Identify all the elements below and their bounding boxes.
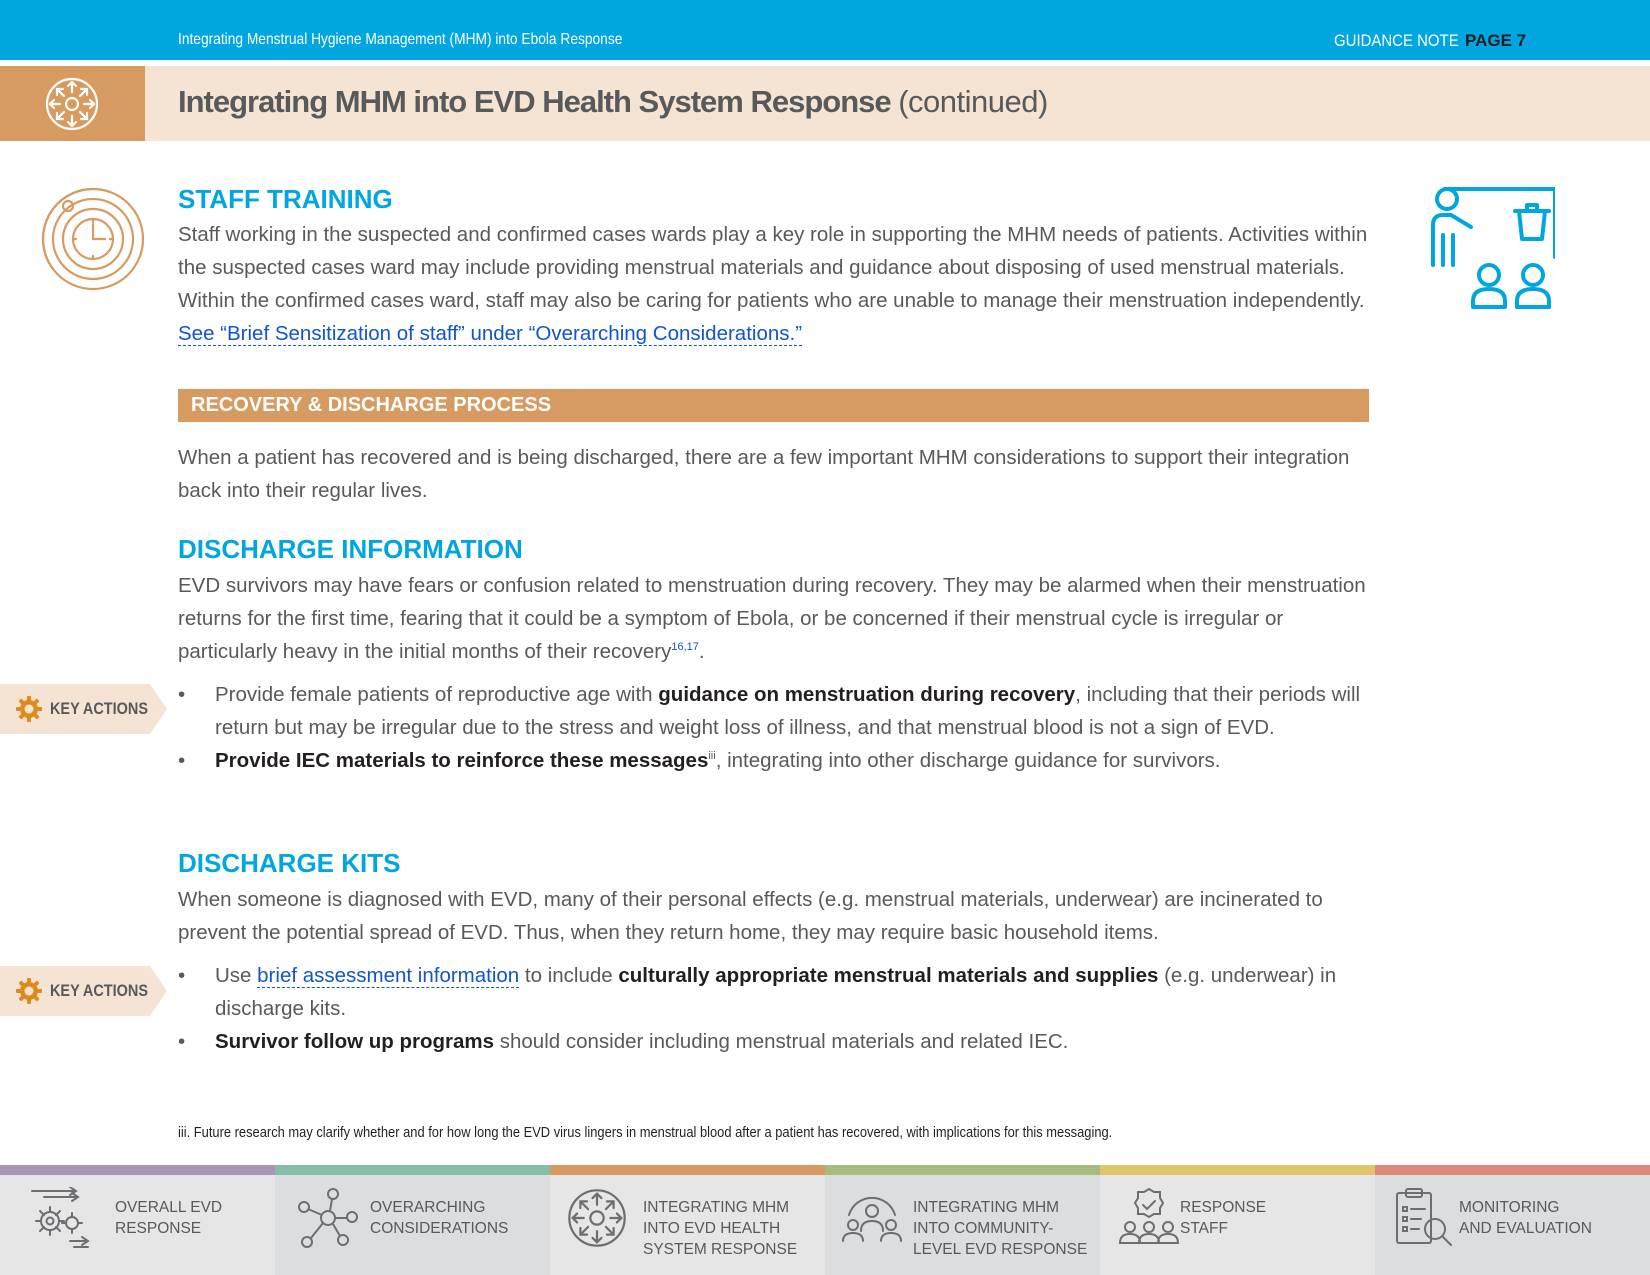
footnote-reference[interactable]: 16,17 — [671, 641, 699, 654]
action-bold: guidance on menstruation during recovery — [658, 683, 1076, 706]
page-title-suffix: (continued) — [898, 84, 1048, 119]
list-item — [178, 959, 1378, 1025]
clock-target-icon — [38, 184, 148, 294]
sensitization-link[interactable]: See “Brief Sensitization of staff” under “Overarching Considerations.” — [178, 322, 803, 345]
action-text: to include — [519, 964, 619, 987]
discharge-info-actions — [178, 678, 1378, 777]
discharge-information-heading: DISCHARGE INFORMATION — [178, 534, 523, 564]
action-text: , integrating into other discharge guidance for survivors. — [715, 749, 1221, 772]
nav-tab-overarching-considerations[interactable] — [275, 1165, 550, 1275]
nav-label: MONITORING AND EVALUATION — [1459, 1199, 1592, 1237]
key-actions-label: KEY ACTIONS — [50, 981, 148, 1000]
key-actions-tag — [0, 684, 167, 734]
gear-icon — [16, 696, 42, 722]
gears-arrows-icon — [30, 1187, 92, 1249]
staff-training-heading: STAFF TRAINING — [178, 184, 393, 214]
staff-training-icon — [1425, 185, 1555, 311]
action-text: Use — [215, 964, 258, 987]
health-system-icon — [566, 1187, 628, 1249]
staff-group-icon — [1118, 1187, 1180, 1249]
nav-tab-health-system-response[interactable] — [550, 1165, 825, 1275]
action-text: (e.g. underwear) in discharge kits. — [215, 964, 1337, 1020]
nav-tab-community-response[interactable] — [825, 1165, 1100, 1275]
action-text: should consider including menstrual materials and related IEC. — [494, 1030, 1069, 1053]
page-number: PAGE 7 — [1465, 31, 1527, 50]
health-system-icon — [44, 76, 100, 132]
nav-label: INTEGRATING MHM INTO EVD HEALTH SYSTEM RESPONSE — [643, 1199, 798, 1258]
action-text: Provide female patients of reproductive age with — [215, 683, 659, 706]
list-item — [178, 1025, 1378, 1058]
action-bold: Survivor follow up programs — [215, 1030, 495, 1053]
staff-training-text — [178, 218, 1378, 350]
top-header-bar — [0, 0, 1650, 60]
assessment-link[interactable]: brief assessment information — [257, 964, 520, 987]
action-bold: culturally appropriate menstrual materials and supplies — [618, 964, 1159, 987]
footnote-reference: iii — [708, 750, 716, 763]
key-actions-label: KEY ACTIONS — [50, 699, 148, 718]
nav-stripe — [1375, 1165, 1650, 1175]
action-text: , including that their periods will return but may be irregular due to the stress and weight loss of illness, and that menstrual blood is not a sign of EVD. — [215, 683, 1361, 739]
footnote: iii. Future research may clarify whether and for how long the EVD virus lingers in menstrual blood after a patient has recovered, with implications for this messaging. — [178, 1124, 1113, 1141]
discharge-kits-text: When someone is diagnosed with EVD, many of their personal effects (e.g. menstrual materials, underwear) are incinerated to prevent the potential spread of EVD. Thus, when they return home, they may require basic household items. — [178, 888, 1323, 944]
community-icon — [841, 1187, 903, 1249]
discharge-information-text — [178, 569, 1378, 668]
discharge-information-body: EVD survivors may have fears or confusion related to menstruation during recovery. They may be alarmed when their menstruation returns for the first time, fearing that it could be a symptom of Ebola, or be concerned if their menstrual cycle is irregular or particularly heavy in the initial months of their recovery — [178, 574, 1366, 663]
gear-icon — [16, 978, 42, 1004]
recovery-intro: When a patient has recovered and is being discharged, there are a few important MHM considerations to support their integration back into their regular lives. — [178, 446, 1350, 502]
section-icon-box — [0, 66, 145, 141]
recovery-discharge-banner — [178, 389, 1369, 422]
nav-stripe — [550, 1165, 825, 1175]
discharge-kits-actions — [178, 959, 1378, 1058]
nav-label: RESPONSE STAFF — [1180, 1199, 1267, 1237]
document-title: Integrating Menstrual Hygiene Management (MHM) into Ebola Response — [178, 31, 623, 48]
nav-tab-overall-evd-response[interactable] — [0, 1165, 275, 1275]
page-title-main: Integrating MHM into EVD Health System Response — [178, 84, 891, 119]
clipboard-search-icon — [1393, 1187, 1455, 1249]
action-bold: Provide IEC materials to reinforce these messages — [215, 749, 709, 772]
nav-stripe — [275, 1165, 550, 1175]
nav-stripe — [0, 1165, 275, 1175]
page-title — [178, 84, 1048, 120]
nav-label: OVERARCHING CONSIDERATIONS — [370, 1199, 509, 1237]
staff-training-body: Staff working in the suspected and confirmed cases wards play a key role in supporting the MHM needs of patients. Activities within the suspected cases ward may include providing menstrual materials and guidance about disposing of used menstrual materials. Within the confirmed cases ward, staff may also be caring for patients who are unable to manage their menstruation independently. — [178, 223, 1368, 312]
key-actions-tag — [0, 966, 167, 1016]
nav-label: OVERALL EVD RESPONSE — [115, 1199, 223, 1237]
list-item — [178, 678, 1378, 744]
guidance-note-label: GUIDANCE NOTE — [1334, 31, 1459, 50]
recovery-discharge-label: RECOVERY & DISCHARGE PROCESS — [191, 394, 552, 416]
nav-tab-response-staff[interactable] — [1100, 1165, 1375, 1275]
discharge-kits-heading: DISCHARGE KITS — [178, 848, 401, 878]
network-icon — [297, 1187, 359, 1249]
nav-stripe — [1100, 1165, 1375, 1175]
nav-tab-monitoring-evaluation[interactable] — [1375, 1165, 1650, 1275]
list-item — [178, 744, 1378, 777]
nav-stripe — [825, 1165, 1100, 1175]
discharge-information-end: . — [698, 640, 705, 663]
nav-label: INTEGRATING MHM INTO COMMUNITY- LEVEL EVD RESPONSE — [913, 1199, 1088, 1258]
